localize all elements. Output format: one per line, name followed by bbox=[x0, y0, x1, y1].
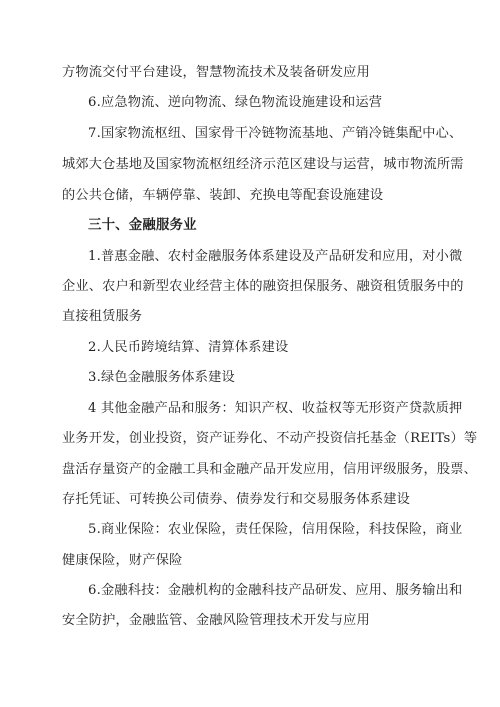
text-line: 4 其他金融产品和服务：知识产权、收益权等无形资产贷款质押 bbox=[88, 401, 463, 416]
text-line: 7.国家物流枢纽、国家骨干冷链物流基地、产销冷链集配中心、 bbox=[88, 126, 463, 141]
section-heading: 三十、金融服务业 bbox=[88, 218, 197, 233]
text-line: 5.商业保险：农业保险，责任保险，信用保险，科技保险，商业 bbox=[88, 522, 463, 537]
text-line: 的公共仓储，车辆停靠、装卸、充换电等配套设施建设 bbox=[62, 188, 384, 203]
text-line: 6.金融科技：金融机构的金融科技产品研发、应用、服务输出和 bbox=[88, 583, 463, 598]
text-line: 安全防护，金融监管、金融风险管理技术开发与应用 bbox=[62, 613, 370, 628]
text-line: 盘活存量资产的金融工具和金融产品开发应用，信用评级服务，股票、 bbox=[62, 462, 478, 477]
text-line: 6.应急物流、逆向物流、绿色物流设施建设和运营 bbox=[88, 95, 383, 110]
text-line: 2.人民币跨境结算、清算体系建设 bbox=[88, 340, 289, 355]
text-line: 业务开发，创业投资，资产证券化、不动产投资信托基金（REITs）等 bbox=[62, 431, 478, 446]
text-line: 城郊大仓基地及国家物流枢纽经济示范区建设与运营，城市物流所需 bbox=[62, 157, 464, 172]
text-line: 方物流交付平台建设，智慧物流技术及装备研发应用 bbox=[62, 65, 370, 80]
text-line: 企业、农户和新型农业经营主体的融资担保服务、融资租赁服务中的 bbox=[62, 279, 464, 294]
text-line: 存托凭证、可转换公司债券、债券发行和交易服务体系建设 bbox=[62, 492, 411, 507]
text-line: 直接租赁服务 bbox=[62, 309, 143, 324]
text-line: 1.普惠金融、农村金融服务体系建设及产品研发和应用，对小微 bbox=[88, 249, 463, 264]
text-line: 3.绿色金融服务体系建设 bbox=[88, 370, 235, 385]
text-line: 健康保险，财产保险 bbox=[62, 553, 183, 568]
